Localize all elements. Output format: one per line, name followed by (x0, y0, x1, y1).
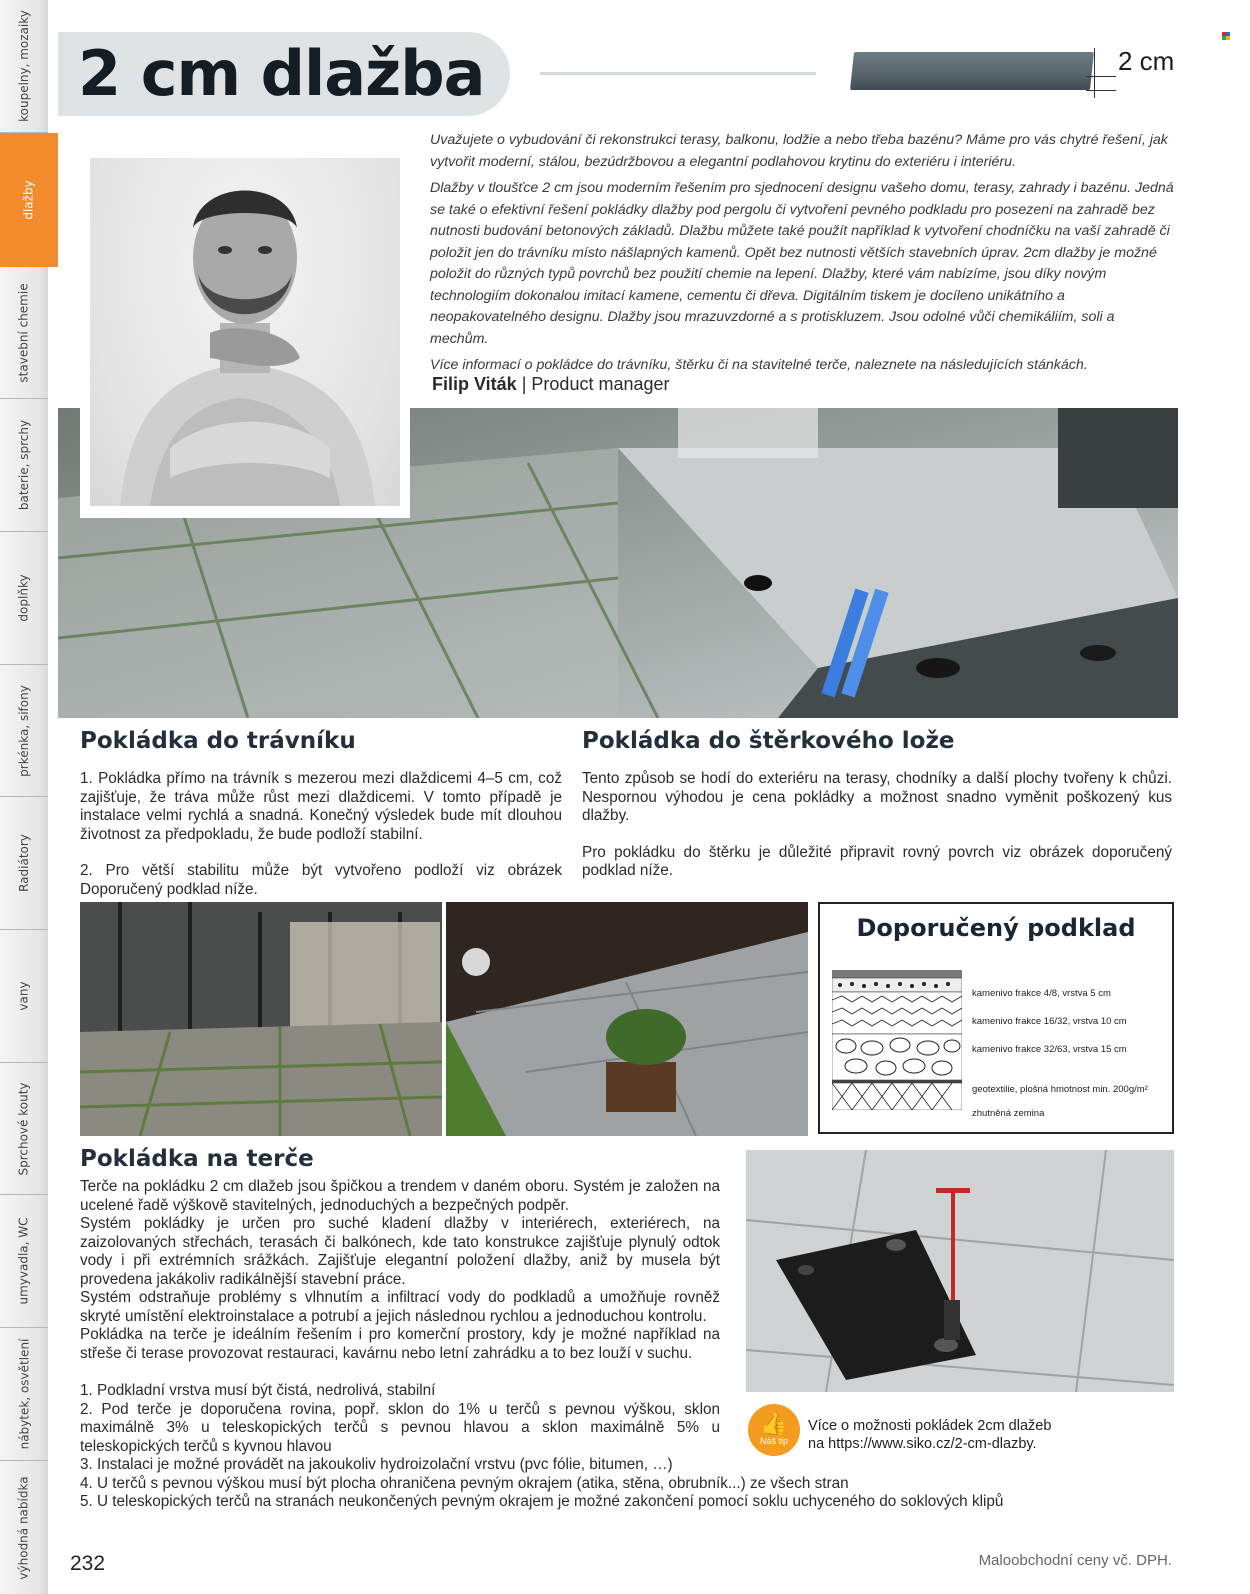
tile-thickness-illustration (850, 52, 1094, 90)
pedestal-heading: Pokládka na terče (80, 1146, 314, 1172)
tab-construction-chemistry[interactable] (0, 267, 48, 399)
tab-radiators[interactable] (0, 797, 48, 930)
page-title: 2 cm dlažba (78, 37, 485, 110)
dimension-tick (1086, 90, 1116, 91)
tab-accessories[interactable] (0, 532, 48, 665)
intro-paragraph: Dlažby v tloušťce 2 cm jsou moderním řešením pro sjednocení designu vašeho domu, terasy, zahrady i bazénu. Jedná se také o efektivní řešení pokládky dlažby pod pergolu či vytvoření pevného podkladu pro posezení na zahradě bez nutnosti budování betonových základů. Dlažbu můžete také použít například k vytvoření chodníčku na vaší zahradě či položit jen do trávníku místo nášlapných kamenů. Opět bez nutnosti větších stavebních úprav. 2cm dlažby je možné položit do různých typů povrchů bez použití chemie na lepení. Dlažby, které vám nabízíme, jsou díky novým technologiím dokonalou imitací kamene, cementu či dřeva. Digitálním tiskem je docíleno unikátního a neopakovatelného designu. Dlažby jsou mrazuvzdorné a s protiskluzem. Jsou odolné vůči chemikáliím, soli a mechům. (430, 180, 1174, 347)
tip-link[interactable]: na https://www.siko.cz/2-cm-dlazby. (808, 1435, 1037, 1452)
tab-label: Sprchové kouty (17, 1081, 31, 1176)
price-note: Maloobchodní ceny vč. DPH. (978, 1552, 1172, 1569)
pedestal-paragraph: Pokládka na terče je ideálním řešením i pro komerční prostory, kdy je možné například na střeše či terase provozovat restauraci, kavárnu nebo letní zahrádku a to bez louží v suchu. (80, 1326, 720, 1362)
pedestal-paragraph: Systém pokládky je určen pro suché kladení dlažby v interiérech, exteriérech, na zaizolovaných střechách, terasách či balkónech, kde tato konstrukce zajišťuje plynulý odtok vody i při extrémních srážkách. Zajišťuje elegantní položení dlažby, aniž by musela být provedena jakákoliv radikálnější stavební práce. (80, 1215, 720, 1288)
tab-bathrooms-mosaics[interactable] (0, 0, 48, 133)
author-name: Filip Viták (432, 374, 517, 394)
tab-sinks-wc[interactable] (0, 1195, 48, 1328)
tab-label: výhodná nabídka (17, 1475, 32, 1580)
gravel-paragraph: Tento způsob se hodí do exteriéru na terasy, chodníky a další plochy tvořeny k chůzi. Nespornou výhodou je cena pokládky a možnost snadno vyměnit poškozený kus dlažby. (582, 770, 1172, 824)
base-layers-diagram (832, 970, 962, 1110)
lawn-paragraph: 1. Pokládka přímo na trávník s mezerou mezi dlaždicemi 4–5 cm, což zajišťuje, že tráva může růst mezi dlaždicemi. V tomto případě je instalace velmi rychlá a snadná. Konečný výsledek bude mít dlouhou životnost za předpokladu, že bude podloží stabilní. (80, 770, 562, 843)
author-separator: | (521, 374, 527, 394)
pedestal-list-item: 5. U teleskopických terčů na stranách neukončených pevným okrajem je možné zakončení pomocí soklu uchyceného do soklových klipů (80, 1493, 1004, 1510)
lawn-paragraph: 2. Pro větší stabilitu může být vytvořeno podloží viz obrázek Doporučený podklad níže. (80, 862, 562, 898)
tab-bathtubs[interactable] (0, 930, 48, 1063)
pedestal-list-item: 2. Pod terče je doporučena rovina, popř. sklon do 1% u terčů s pevnou výškou, sklon maximálně 3% u teleskopických terčů s pevnou hlavou a sklon maximálně 5% u teleskopických terčů s kyvnou hlavou (80, 1400, 720, 1455)
tab-label: prkénka, sifony (17, 684, 32, 777)
tab-seats-siphons[interactable] (0, 665, 48, 797)
title-divider (540, 72, 816, 75)
pedestal-list-item: 4. U terčů s pevnou výškou musí být plocha ohraničena pevným okrajem (atika, stěna, obrubník...) ze všech stran (80, 1474, 849, 1492)
pedestal-list-item: 3. Instalaci je možné provádět na jakoukoliv hydroizolační vrstvu (pvc fólie, bitumen, …) (80, 1456, 673, 1473)
author-role: Product manager (531, 374, 670, 394)
thumbs-up-icon: 👍 (760, 1412, 788, 1437)
product-manager-portrait (90, 158, 400, 506)
intro-text (430, 130, 1176, 382)
tab-special-offer[interactable] (0, 1461, 48, 1594)
pedestal-list-item: 1. Podkladní vrstva musí být čistá, nedrolivá, stabilní (80, 1382, 436, 1399)
tab-label: vany (16, 981, 31, 1011)
base-layer-label: kamenivo frakce 16/32, vrstva 10 cm (972, 1016, 1127, 1027)
pedestal-paragraph: Systém odstraňuje problémy s vlhnutím a infiltrací vody do podkladů a umožňuje rovněž skryté umístění elektroinstalace a potrubí a jejich následnou rychlou a jednoduchou kontrolu. (80, 1289, 720, 1325)
title-banner (58, 32, 510, 116)
tab-label: nábytek, osvětlení (17, 1338, 32, 1450)
base-layer-label: zhutněná zemina (972, 1108, 1045, 1119)
tip-text (808, 1418, 1051, 1453)
gravel-heading: Pokládka do štěrkového lože (582, 728, 955, 754)
tip-line: Více o možnosti pokládek 2cm dlažeb (808, 1418, 1052, 1434)
base-layer-label: kamenivo frakce 32/63, vrstva 15 cm (972, 1044, 1127, 1055)
pedestal-list (80, 1382, 720, 1456)
tab-faucets-showers[interactable] (0, 399, 48, 532)
tab-furniture-lighting[interactable] (0, 1328, 48, 1461)
tab-shower-enclosures[interactable] (0, 1063, 48, 1195)
pedestal-list-wide (80, 1456, 1080, 1512)
tab-tiles[interactable] (0, 133, 58, 267)
intro-paragraph: Více informací o pokládce do trávníku, štěrku či na stavitelné terče, naleznete na následujících stánkách. (430, 357, 1088, 373)
tab-label: stavební chemie (17, 282, 32, 383)
gravel-paragraph: Pro pokládku do štěrku je důležité připravit rovný povrch viz obrázek doporučený podklad níže. (582, 843, 1172, 879)
page-number: 232 (70, 1552, 106, 1575)
tip-badge (748, 1404, 800, 1456)
thickness-label: 2 cm (1118, 46, 1175, 76)
glass-house-photo (80, 902, 442, 1136)
base-layer-label: kamenivo frakce 4/8, vrstva 5 cm (972, 988, 1111, 999)
pedestal-system-photo (746, 1150, 1174, 1392)
author-credit (432, 374, 670, 395)
pedestal-paragraph: Terče na pokládku 2 cm dlažeb jsou špičkou a trendem v daném oboru. Systém je založen na ucelené řadě výškově stavitelných, jednoduchých a bezpečných podpěr. (80, 1178, 720, 1214)
base-layer-label: geotextilie, plošná hmotnost min. 200g/m² (972, 1084, 1148, 1095)
recommended-base-box (818, 902, 1174, 1134)
dimension-tick (1086, 76, 1116, 77)
tip-badge-label: Náš tip (759, 1436, 788, 1446)
intro-paragraph: Uvažujete o vybudování či rekonstrukci terasy, balkonu, lodžie a nebo třeba bazénu? Máme pro vás chytré řešení, jak vytvořit moderní, stálou, bezúdržbovou a elegantní podlahovou krytinu do exteriéru i interiéru. (430, 132, 1168, 170)
gravel-text (582, 770, 1172, 881)
tab-label: umyvadla, WC (17, 1217, 31, 1305)
tab-label: baterie, sprchy (17, 419, 31, 511)
gravel-terrace-photo (446, 902, 808, 1136)
tab-label: koupelny, mozaiky (17, 10, 31, 122)
brand-mark-icon (1222, 32, 1230, 40)
lawn-heading: Pokládka do trávníku (80, 728, 356, 754)
base-heading: Doporučený podklad (856, 914, 1136, 942)
lawn-text (80, 770, 562, 899)
tab-label: doplňky (16, 574, 31, 622)
tab-label: dlažby (21, 180, 36, 220)
pedestal-text (80, 1178, 720, 1363)
tab-label: Radiátory (17, 834, 32, 892)
